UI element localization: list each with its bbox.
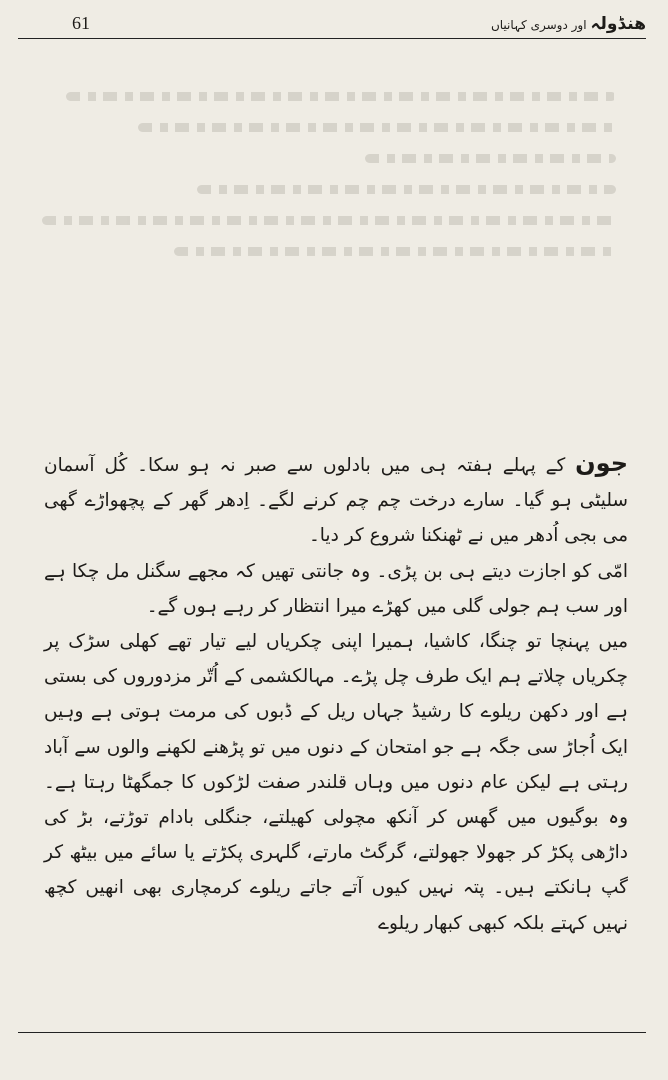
paragraph <box>44 624 628 941</box>
paragraph-text: کے پہلے ہفتہ ہی میں بادلوں سے صبر نہ ہو سکا۔ کُل آسمان سلیٹی ہو گیا۔ سارے درخت چم چم کرنے لگے۔ اِدھر گھر کے پچھواڑے گھی می بجی اُدھر میں نے ٹھنکنا شروع کر دیا۔ <box>44 455 628 547</box>
paragraph-text: امّی کو اجازت دیتے ہی بن پڑی۔ وہ جانتی تھیں کہ مجھے سگنل مل چکا ہے اور سب ہم جولی گلی میں کھڑے میرا انتظار کر رہے ہوں گے۔ <box>44 560 628 617</box>
running-header <box>18 8 646 38</box>
paragraph <box>44 554 628 624</box>
book-subtitle: اور دوسری کہانیاں <box>490 17 587 32</box>
paragraph <box>44 446 628 554</box>
paragraph-text: میں پہنچا تو چنگا، کاشیا، ہمیرا اپنی چکریاں لیے تیار تھے کھلی سڑک پر چکریاں چلاتے ہم ایک طرف چل پڑے۔ مہالکشمی کے اُتّر مزدوروں کی بستی ہے اور دکھن ریلوے کا رشیڈ جہاں ریل کے ڈبوں کی مرمت ہوتی ہے وہیں ایک اُجاڑ سی جگہ ہے جو امتحان کے دنوں میں تو پڑھنے لکھنے والوں سے آباد رہتی ہے لیکن عام دنوں میں وہاں قلندر صفت لڑکوں کا جمگھٹا رہتا ہے۔ وہ بوگیوں میں گھس کر آنکھ مچولی کھیلتے، جنگلی بادام توڑتے، بڑ کی داڑھی پکڑ کر جھولا جھولتے، گرگٹ مارتے، گلہری پکڑتے یا سائے میں بیٹھ کر گپ ہانکتے ہیں۔ پتہ نہیں کیوں آتے جاتے ریلوے کرمچاری بھی انھیں کچھ نہیں کہتے بلکہ کبھی کبھار ریلوے <box>44 631 628 934</box>
footer-rule <box>18 1032 646 1033</box>
body-text <box>44 446 628 941</box>
book-title: ھنڈولہ <box>590 13 646 34</box>
page-number: 61 <box>72 12 90 33</box>
running-title <box>491 13 646 34</box>
show-through-text <box>30 70 628 370</box>
opening-word: جون <box>575 449 628 477</box>
header-rule <box>18 38 646 39</box>
